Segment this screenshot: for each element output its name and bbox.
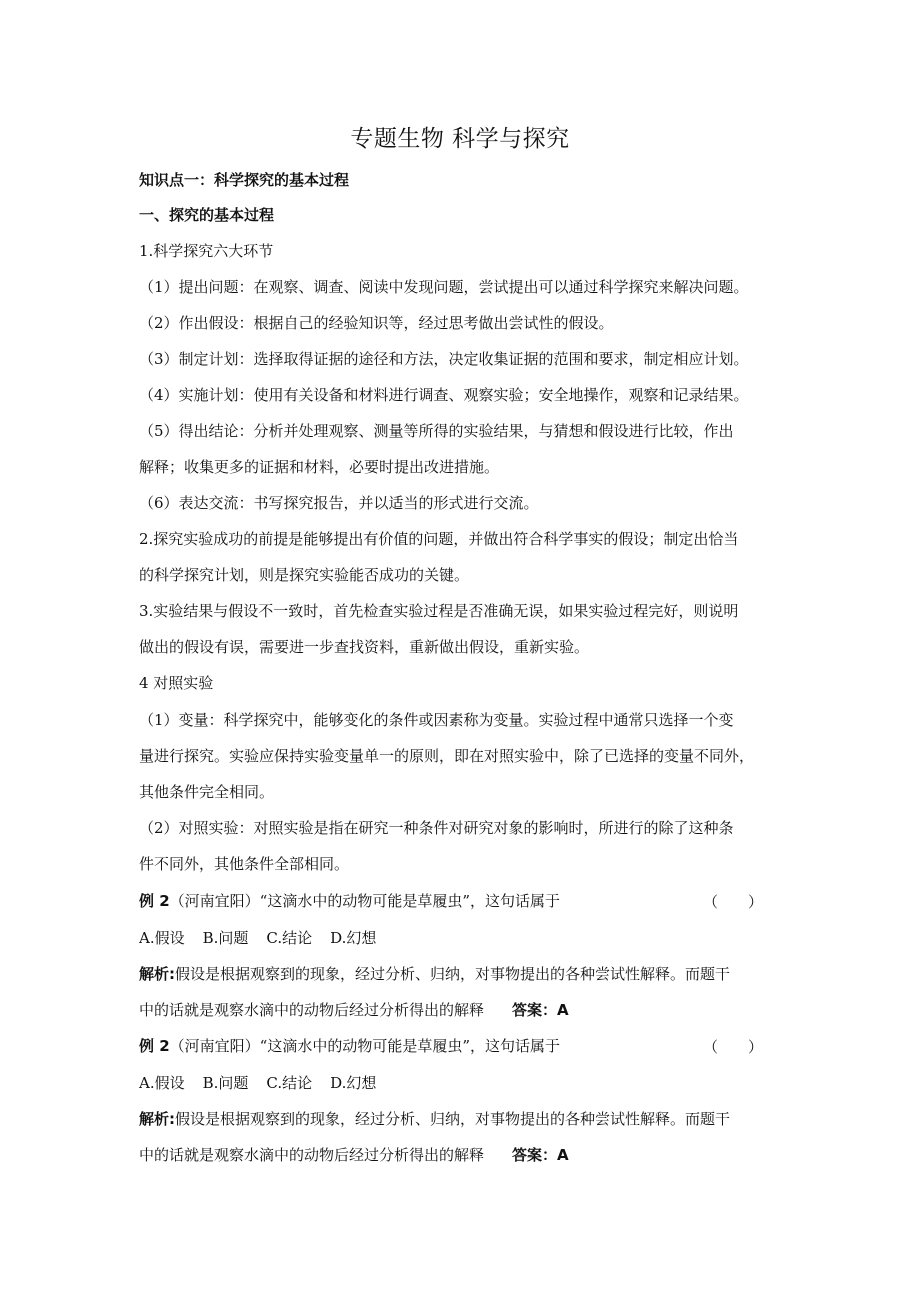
step-line: （6）表达交流：书写探究报告，并以适当的形式进行交流。 bbox=[139, 494, 539, 512]
example-analysis bbox=[139, 1109, 784, 1129]
page-title: 专题生物 科学与探究 bbox=[350, 126, 570, 152]
analysis-label: 解析: bbox=[139, 965, 175, 983]
section-heading: 一、探究的基本过程 bbox=[139, 206, 275, 224]
analysis-text: 假设是根据观察到的现象，经过分析、归纳，对事物提出的各种尝试性解释。而题干 bbox=[175, 1110, 731, 1128]
analysis-label: 解析: bbox=[139, 1110, 175, 1128]
answer-blank: （ ） bbox=[703, 1038, 764, 1056]
example-question-text: （河南宜阳）“这滴水中的动物可能是草履虫”，这句话属于 bbox=[169, 1037, 561, 1055]
item3-line: 3.实验结果与假设不一致时，首先检查实验过程是否准确无误，如果实验过程完好，则说明 bbox=[139, 602, 739, 620]
item4-line: 其他条件完全相同。 bbox=[139, 783, 275, 801]
option-c: C.结论 bbox=[266, 1074, 313, 1092]
step-line: （3）制定计划：选择取得证据的途径和方法，决定收集证据的范围和要求，制定相应计划。 bbox=[139, 350, 749, 368]
item2-line: 的科学探究计划，则是探究实验能否成功的关键。 bbox=[139, 566, 470, 584]
example-options bbox=[139, 1073, 784, 1093]
item4-line: 件不同外，其他条件全部相同。 bbox=[139, 855, 350, 873]
option-d: D.幻想 bbox=[330, 1074, 377, 1092]
example-options bbox=[139, 928, 784, 948]
example-question bbox=[139, 891, 784, 911]
example-analysis-cont bbox=[139, 1000, 784, 1020]
example-analysis bbox=[139, 964, 784, 984]
analysis-text: 假设是根据观察到的现象，经过分析、归纳，对事物提出的各种尝试性解释。而题干 bbox=[175, 965, 731, 983]
knowledge-point-heading: 知识点一：科学探究的基本过程 bbox=[139, 171, 350, 189]
item4-line: （2）对照实验：对照实验是指在研究一种条件对研究对象的影响时，所进行的除了这种条 bbox=[139, 819, 734, 837]
example-analysis-cont bbox=[139, 1145, 784, 1165]
option-b: B.问题 bbox=[202, 929, 249, 947]
answer-text: 答案：A bbox=[512, 1146, 569, 1164]
option-b: B.问题 bbox=[202, 1074, 249, 1092]
example-label: 例 2 bbox=[139, 892, 170, 910]
answer-text: 答案：A bbox=[512, 1001, 569, 1019]
step-line: （1）提出问题：在观察、调查、阅读中发现问题，尝试提出可以通过科学探究来解决问题。 bbox=[139, 278, 749, 296]
item1-heading: 1.科学探究六大环节 bbox=[139, 242, 274, 260]
item4-heading: 4 对照实验 bbox=[139, 674, 214, 692]
step-line: （4）实施计划：使用有关设备和材料进行调查、观察实验；安全地操作，观察和记录结果。 bbox=[139, 386, 749, 404]
example-label: 例 2 bbox=[139, 1037, 170, 1055]
option-c: C.结论 bbox=[266, 929, 313, 947]
step-line: 解释；收集更多的证据和材料，必要时提出改进措施。 bbox=[139, 458, 500, 476]
step-line: （2）作出假设：根据自己的经验知识等，经过思考做出尝试性的假设。 bbox=[139, 314, 614, 332]
option-a: A.假设 bbox=[139, 929, 185, 947]
option-a: A.假设 bbox=[139, 1074, 185, 1092]
step-line: （5）得出结论：分析并处理观察、测量等所得的实验结果，与猜想和假设进行比较，作出 bbox=[139, 422, 734, 440]
item4-line: 量进行探究。实验应保持实验变量单一的原则，即在对照实验中，除了已选择的变量不同外， bbox=[139, 747, 755, 765]
analysis-text: 中的话就是观察水滴中的动物后经过分析得出的解释 bbox=[139, 1001, 485, 1019]
analysis-text: 中的话就是观察水滴中的动物后经过分析得出的解释 bbox=[139, 1146, 485, 1164]
item3-line: 做出的假设有误，需要进一步查找资料，重新做出假设，重新实验。 bbox=[139, 638, 590, 656]
example-question-text: （河南宜阳）“这滴水中的动物可能是草履虫”，这句话属于 bbox=[169, 892, 561, 910]
example-question bbox=[139, 1036, 784, 1056]
answer-blank: （ ） bbox=[703, 893, 764, 911]
item2-line: 2.探究实验成功的前提是能够提出有价值的问题，并做出符合科学事实的假设；制定出恰当 bbox=[139, 530, 739, 548]
option-d: D.幻想 bbox=[330, 929, 377, 947]
item4-line: （1）变量：科学探究中，能够变化的条件或因素称为变量。实验过程中通常只选择一个变 bbox=[139, 711, 734, 729]
